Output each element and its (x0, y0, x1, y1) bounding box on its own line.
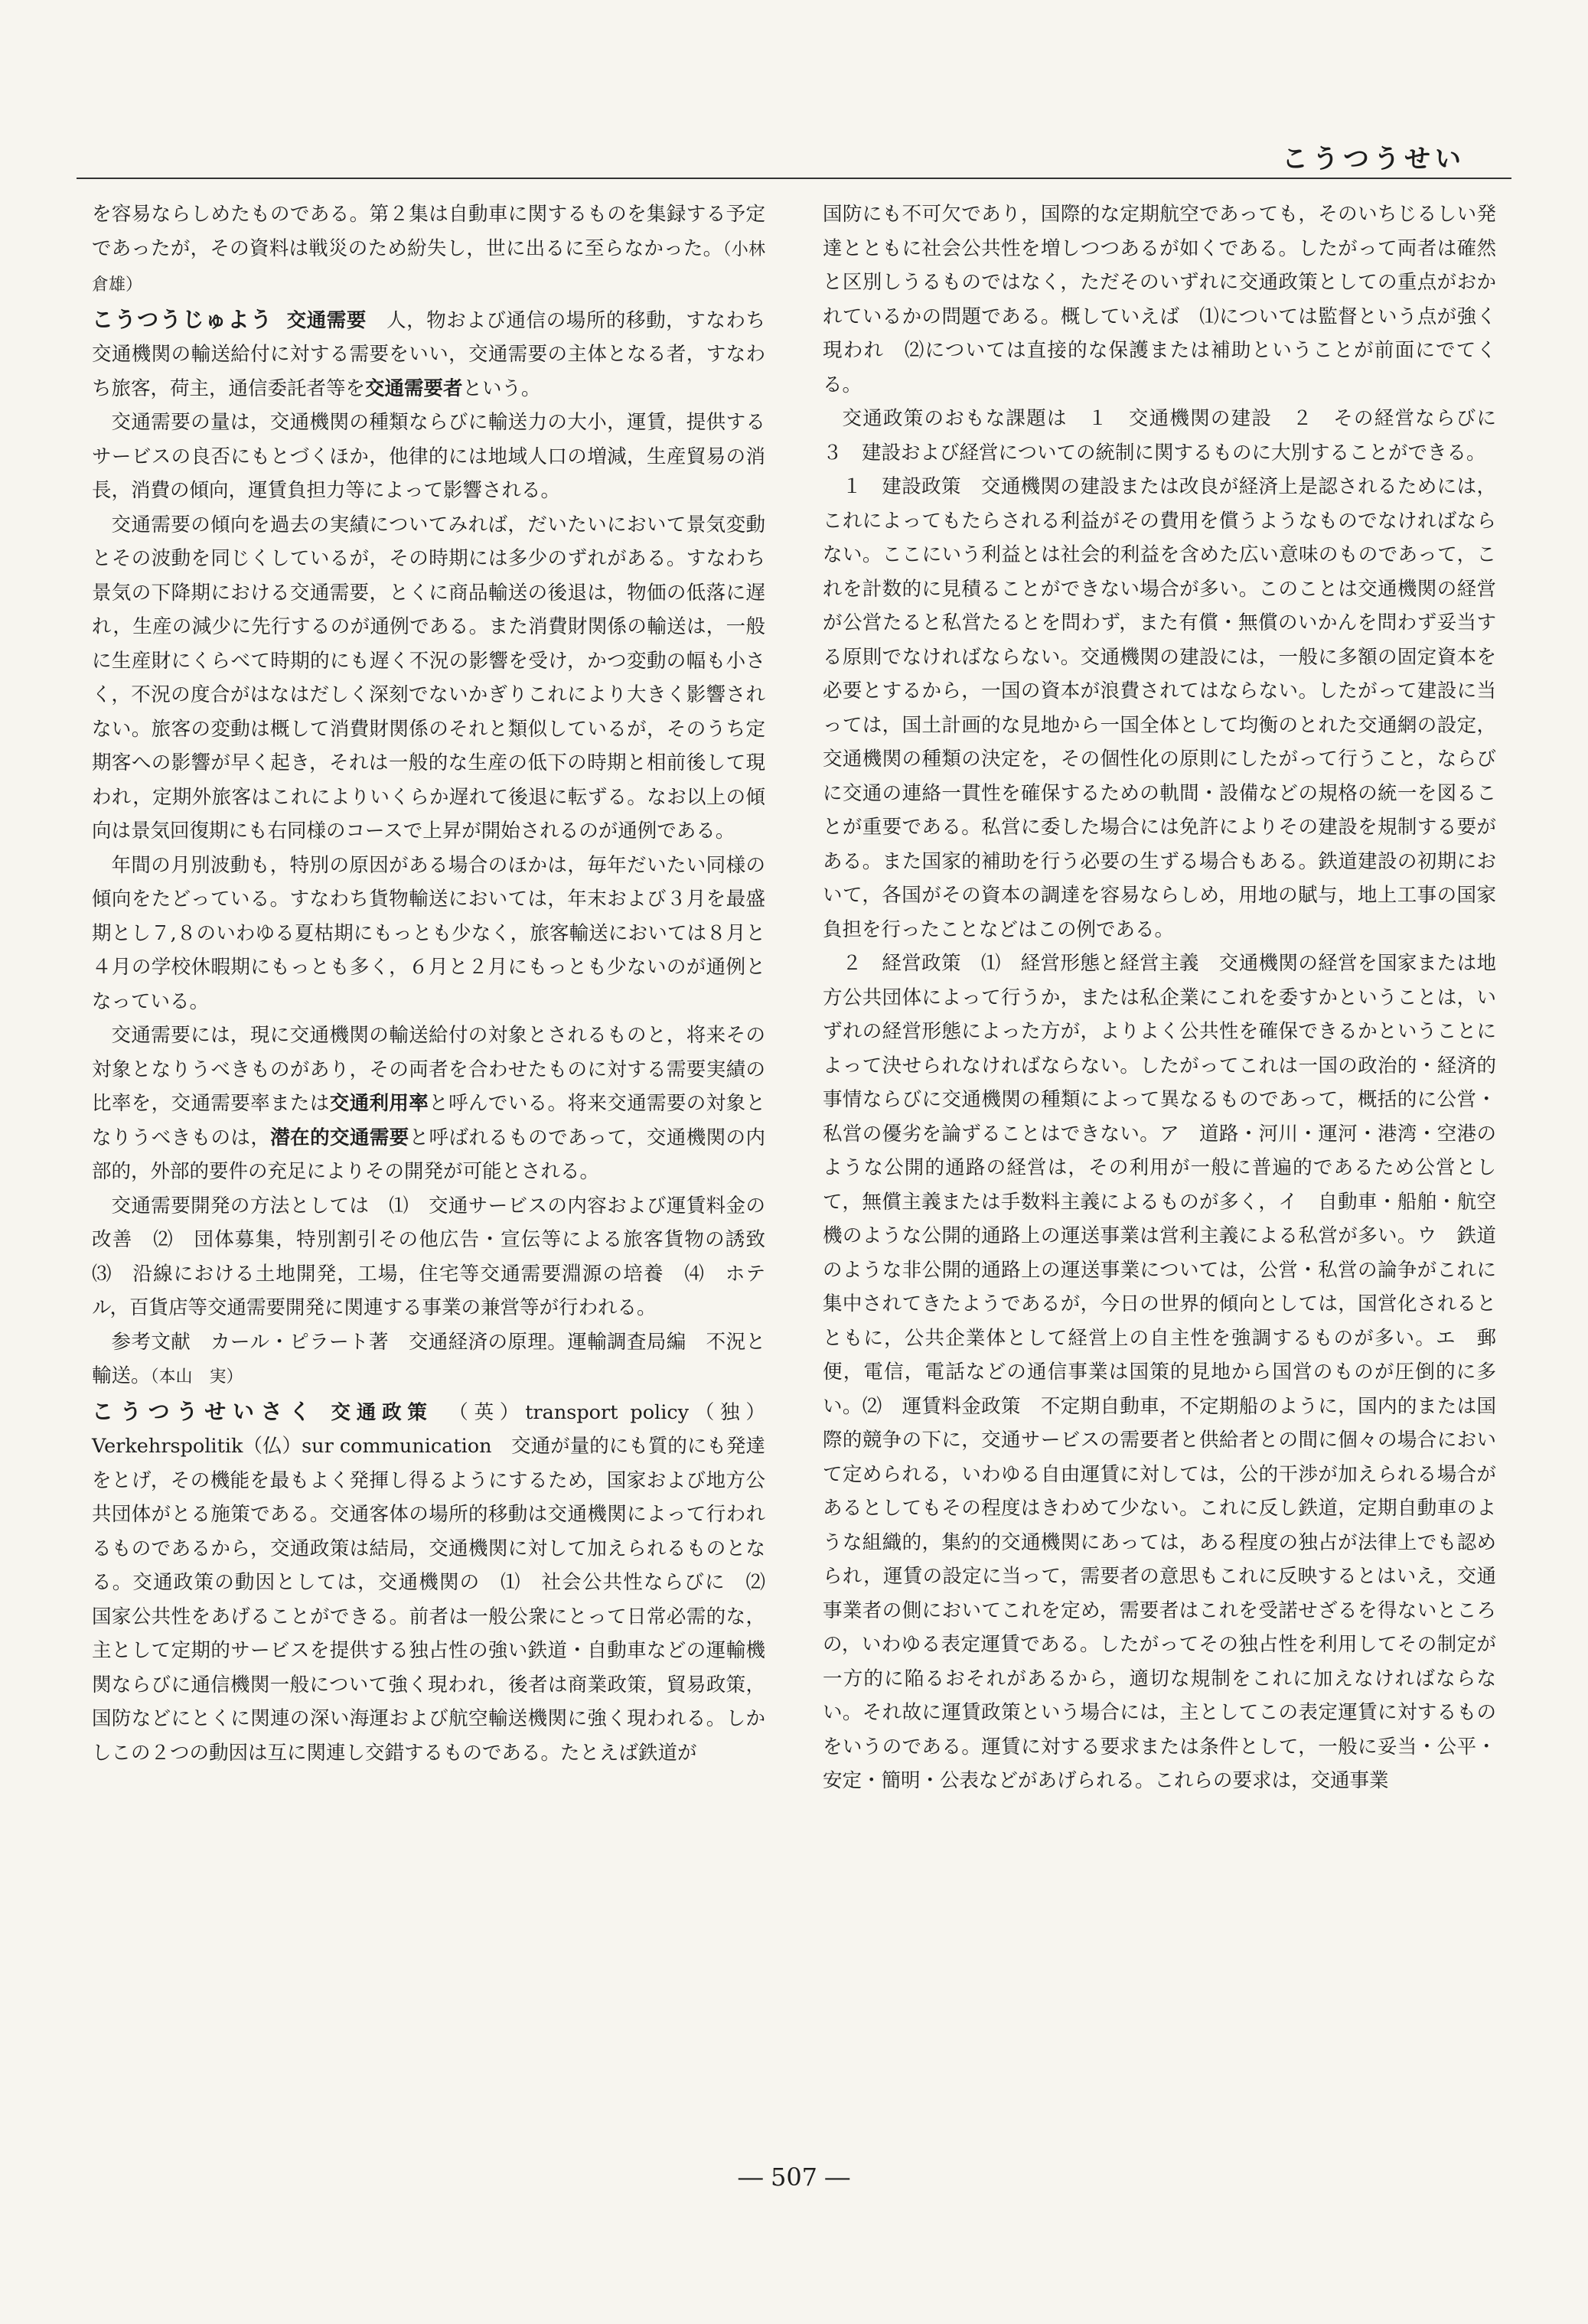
paragraph: 交通需要の傾向を過去の実績についてみれば，だいたいにおいて景気変動とその波動を同じくしているが，その時期には多少のずれがある。すなわち景気の下降期における交通需要，とくに商品輸送の後退は，物価の低落に遅れ，生産の減少に先行するのが通例である。また消費財関係の輸送は，一般に生産財にくらべて時期的にも遅く不況の影響を受け，かつ変動の幅も小さく，不況の度合がはなはだしく深刻でないかぎりこれにより大きく影響されない。旅客の変動は概して消費財関係のそれと類似しているが，そのうち定期客への影響が早く起き，それは一般的な生産の低下の時期と相前後して現われ，定期外旅客はこれによりいくらか遅れて後退に転ずる。なお以上の傾向は景気回復期にも右同様のコースで上昇が開始されるのが通例である。 (92, 513, 765, 843)
references-text: 参考文献 カール・ピラート著 交通経済の原理。運輸調査局編 不況と輸送。 (92, 1330, 765, 1387)
paragraph: 年間の月別波動も，特別の原因がある場合のほかは，毎年だいたい同様の傾向をたどっている。すなわち貨物輸送においては，年末および３月を最盛期とし７,８のいわゆる夏枯期にもっとも少なく，旅客輸送においては８月と４月の学校休暇期にもっとも多く，６月と２月にもっとも少ないのが通例となっている。 (92, 853, 765, 1013)
bold-term: 潜在的交通需要 (270, 1126, 409, 1149)
continued-paragraph (92, 197, 765, 303)
running-head: こうつうせい (1282, 144, 1466, 174)
paragraph: 交通需要の量は，交通機関の種類ならびに輸送力の大小，運賃，提供するサービスの良否にもとづくほか，他律的には地域人口の増減，生産貿易の消長，消費の傾向，運賃負担力等によって影響される。 (92, 411, 765, 502)
entry-headword (92, 306, 367, 332)
entry-koutsuu-juyou (92, 303, 765, 406)
author-credit: （小林倉雄） (92, 240, 765, 295)
entry-koutsuu-seisaku (92, 1395, 785, 1771)
right-column (823, 197, 1516, 2126)
paragraph-text: と呼ばれるものであって，交通機関の内部的，外部的要件の充足によりその開発が可能とされる。 (92, 1126, 765, 1183)
left-column (92, 197, 785, 2126)
paragraph (92, 1019, 765, 1189)
references (92, 1325, 765, 1395)
paragraph: ２ 経営政策 ⑴ 経営形態と経営主義 交通機関の経営を国家または地方公共団体によって行うか，または私企業にこれを委すかということは，いずれの経営形態によった方が，よりよく公共性を確保できるかということによって決せられなければならない。したがってこれは一国の政治的・経済的事情ならびに交通機関の種類によって異なるものであって，概括的に公営・私営の優劣を論ずることはできない。ア 道路・河川・運河・港湾・空港のような公開的通路の経営は，その利用が一般に普遍的であるため公営として，無償主義または手数料主義によるものが多く，イ 自動車・船舶・航空機のような公開的通路上の運送事業は営利主義による私営が多い。ウ 鉄道のような非公開的通路上の運送事業については，公営・私営の論争がこれに集中されてきたようであるが，今日の世界的傾向としては，国営化されるとともに，公共企業体として経営上の自主性を強調するものが多い。エ 郵便，電信，電話などの通信事業は国策的見地から国営のものが圧倒的に多い。⑵ 運賃料金政策 不定期自動車，不定期船のように，国内的または国際的競争の下に，交通サービスの需要者と供給者との間に個々の場合において定められる，いわゆる自由運賃に対しては，公的干渉が加えられる場合があるとしてもその程度はきわめて少ない。これに反し鉄道，定期自動車のような組織的，集約的交通機関にあっては，ある程度の独占が法律上でも認められ，運賃の設定に当って，需要者の意思もこれに反映するとはいえ，交通事業者の側においてこれを定め，需要者はこれを受諾せざるを得ないところの，いわゆる表定運賃である。したがってその独占性を利用してその制定が一方的に陥るおそれがあるから，適切な規制をこれに加えなければならない。それ故に運賃政策という場合には，主としてこの表定運賃に対するものをいうのである。運賃に対する要求または条件として，一般に妥当・公平・安定・簡明・公表などがあげられる。これらの要求は，交通事業 (823, 952, 1496, 1792)
definition-text: 人，物および通信の場所的移動，すなわち交通機関の輸送給付に対する需要をいい，交通需要の主体となる者，すなわち旅客，荷主，通信委託者等を (92, 308, 765, 400)
headword-kanji: 交通需要 (286, 308, 367, 332)
author-credit: （本山 実） (150, 1367, 243, 1387)
bold-term: 交通利用率 (329, 1092, 429, 1115)
headword-kana: こうつうじゅよう (92, 306, 273, 332)
headword-kanji: 交通政策 (331, 1400, 433, 1424)
paragraph: 交通政策のおもな課題は １ 交通機関の建設 ２ その経営ならびに ３ 建設および経営についての統制に関するものに大別することができる。 (823, 407, 1516, 464)
paragraph: 国防にも不可欠であり，国際的な定期航空であっても，そのいちじるしい発達とともに社会公共性を増しつつあるが如くである。したがって両者は確然と区別しうるものではなく，ただそのいずれに交通政策としての重点がおかれているかの問題である。概していえば ⑴については監督という点が強く現われ ⑵については直接的な保護または補助ということが前面にでてくる。 (823, 203, 1496, 396)
paragraph-text: を容易ならしめたものである。第２集は自動車に関するものを集録する予定であったが，その資料は戦災のため紛失し，世に出るに至らなかった。 (92, 203, 765, 260)
paragraph: 交通需要開発の方法としては ⑴ 交通サービスの内容および運賃料金の改善 ⑵ 団体募集，特別割引その他広告・宣伝等による旅客貨物の誘致 ⑶ 沿線における土地開発，工場，住宅等交通需要淵源の培養 ⑷ ホテル，百貨店等交通需要開発に関連する事業の兼営等が行われる。 (92, 1194, 785, 1319)
definition-text: という。 (462, 376, 541, 400)
headword-kana: こうつうせいさく (92, 1398, 318, 1424)
definition-text: （英）transport policy（独）Verkehrspolitik（仏）sur communication 交通が量的にも質的にも発達をとげ，その機能を最もよく発揮し得るようにするため，国家および地方公共団体がとる施策である。交通客体の場所的移動は交通機関によって行われるものであるから，交通政策は結局，交通機関に対して加えられるものとなる。交通政策の動因としては，交通機関の ⑴ 社会公共性ならびに ⑵ 国家公共性をあげることができる。前者は一般公衆にとって日常必需的な，主として定期的サービスを提供する独占性の強い鉄道・自動車などの運輸機関ならびに通信機関一般について強く現われ，後者は商業政策，貿易政策，国防などにとくに関連の深い海運および航空輸送機関に強く現われる。しかしこの２つの動因は互に関連し交錯するものである。たとえば鉄道が (92, 1400, 785, 1765)
page-number: ― 507 ― (738, 2163, 850, 2192)
paragraph-text: と呼んでいる。将来交通需要の対象となりうべきものは， (92, 1092, 765, 1149)
paragraph-text: 交通需要には，現に交通機関の輸送給付の対象とされるものと，将来その対象となりうべきものがあり，その両者を合わせたものに対する需要実績の比率を，交通需要率または (92, 1024, 765, 1115)
entry-headword (92, 1398, 433, 1424)
paragraph: １ 建設政策 交通機関の建設または改良が経済上是認されるためには，これによってもたらされる利益がその費用を償うようなものでなければならない。ここにいう利益とは社会的利益を含めた広い意味のものであって，これを計数的に見積ることができない場合が多い。このことは交通機関の経営が公営たると私営たるとを問わず，また有償・無償のいかんを問わず妥当する原則でなければならない。交通機関の建設には，一般に多額の固定資本を必要とするから，一国の資本が浪費されてはならない。したがって建設に当っては，国土計画的な見地から一国全体として均衡のとれた交通網の設定，交通機関の種類の決定を，その個性化の原則にしたがって行うこと，ならびに交通の連絡一貫性を確保するための軌間・設備などの規格の統一を図ることが重要である。私営に委した場合には免許によりその建設を規制する要がある。また国家的補助を行う必要の生ずる場合もある。鉄道建設の初期において，各国がその資本の調達を容易ならしめ，用地の賦与，地上工事の国家負担を行ったことなどはこの例である。 (823, 475, 1496, 941)
header-rule (77, 178, 1511, 179)
bold-term: 交通需要者 (365, 376, 463, 400)
